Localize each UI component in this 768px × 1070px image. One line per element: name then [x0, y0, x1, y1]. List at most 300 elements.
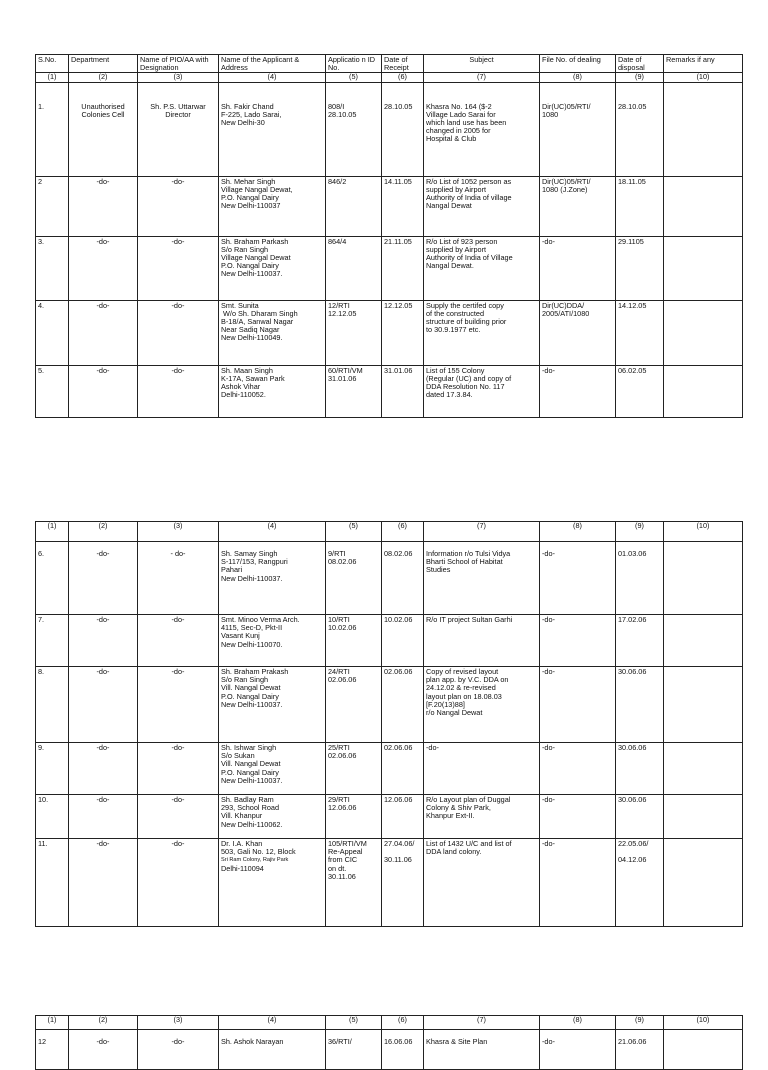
- cell-remarks: [664, 82, 743, 176]
- cell-file: [540, 615, 616, 667]
- cell-app-id: [326, 795, 382, 839]
- cell-dept: [69, 795, 138, 839]
- cell-file: [540, 795, 616, 839]
- cell-line: [666, 840, 740, 848]
- cell-line: 3.: [38, 236, 45, 246]
- cell-remarks: [664, 839, 743, 927]
- table-row: [36, 615, 743, 667]
- cell-app-id: [326, 176, 382, 236]
- cell-sno: [36, 667, 69, 743]
- cell-remarks: [664, 365, 743, 417]
- cell-line: Sri Ram Colony, Rajiv Park: [221, 857, 289, 864]
- cell-line: 08.02.06: [328, 557, 357, 567]
- cell-app-id: [326, 1030, 382, 1070]
- cell-line: [666, 744, 740, 752]
- cell-line: from CIC: [328, 855, 358, 865]
- cell-line: -do-: [96, 795, 110, 804]
- cell-line: Colonies Cell: [81, 109, 125, 119]
- cell-subject: [424, 365, 540, 417]
- cell-line: 18.11.05: [618, 176, 646, 186]
- cell-dept: [69, 839, 138, 927]
- cell-line: -do-: [542, 667, 555, 676]
- cell-line: 9.: [38, 743, 45, 752]
- cell-line: Copy of revised layout: [426, 667, 499, 676]
- cell-remarks: [664, 795, 743, 839]
- cell-line: -do-: [96, 365, 110, 375]
- cell-line: -do-: [542, 1037, 555, 1046]
- cell-pio: [138, 1030, 219, 1070]
- column-number: (6): [382, 1016, 424, 1030]
- cell-line: DDA Resolution No. 117: [426, 382, 505, 392]
- cell-line: S/o Sukan: [221, 751, 255, 761]
- cell-line: Dr. I.A. Khan: [221, 839, 263, 848]
- cell-applicant: [219, 236, 326, 300]
- cell-line: 10.02.06: [384, 615, 413, 624]
- cell-sno: [36, 300, 69, 365]
- column-number: (9): [616, 522, 664, 542]
- cell-line: 22.05.06/: [618, 839, 649, 848]
- column-number: (7): [424, 522, 540, 542]
- cell-file: [540, 82, 616, 176]
- cell-line: -do-: [542, 743, 555, 752]
- column-number: (9): [616, 73, 664, 82]
- cell-line: Sh. Ishwar Singh: [221, 743, 277, 752]
- cell-line: Information r/o Tulsi Vidya: [426, 549, 511, 558]
- cell-dept: [69, 743, 138, 795]
- cell-applicant: [219, 839, 326, 927]
- cell-line: Director: [165, 109, 191, 119]
- cell-disposal: [616, 839, 664, 927]
- cell-pio: [138, 839, 219, 927]
- cell-line: [666, 616, 740, 624]
- cell-file: [540, 1030, 616, 1070]
- cell-line: 28.10.05: [328, 109, 357, 119]
- cell-line: 2005/ATI/1080: [542, 308, 590, 318]
- cell-disposal: [616, 743, 664, 795]
- cell-line: 7.: [38, 615, 45, 624]
- cell-line: Bharti School of Habitat: [426, 557, 503, 567]
- cell-remarks: [664, 236, 743, 300]
- cell-line: supplied by Airport: [426, 184, 487, 194]
- column-number: (5): [326, 522, 382, 542]
- cell-line: 30.06.06: [618, 743, 647, 752]
- cell-line: Smt. Minoo Verma Arch.: [221, 615, 300, 624]
- cell-app-id: [326, 615, 382, 667]
- cell-line: Delhi-110052.: [221, 390, 266, 400]
- cell-line: Khasra & Site Plan: [426, 1037, 488, 1046]
- cell-line: -do-: [96, 839, 110, 848]
- cell-sno: [36, 82, 69, 176]
- table-row: [36, 82, 743, 176]
- cell-line: 293, School Road: [221, 803, 280, 813]
- column-number: (3): [138, 522, 219, 542]
- cell-line: changed in 2005 for: [426, 126, 491, 136]
- cell-line: Dir(UC)DDA/: [542, 300, 585, 310]
- table-row: [36, 839, 743, 927]
- cell-line: [666, 367, 740, 375]
- cell-line: B-18/A, Sanwal Nagar: [221, 317, 294, 327]
- cell-line: 12: [38, 1037, 47, 1046]
- cell-app-id: [326, 365, 382, 417]
- cell-line: 16.06.06: [384, 1037, 413, 1046]
- cell-line: 28.10.05: [384, 101, 413, 111]
- column-number: (5): [326, 1016, 382, 1030]
- cell-subject: [424, 176, 540, 236]
- cell-line: 10/RTI: [328, 615, 350, 624]
- cell-remarks: [664, 542, 743, 615]
- cell-line: P.O. Nangal Dairy: [221, 691, 279, 701]
- cell-app-id: [326, 300, 382, 365]
- cell-pio: [138, 82, 219, 176]
- cell-line: Sh. Braham Parkash: [221, 236, 289, 246]
- cell-sno: [36, 236, 69, 300]
- cell-remarks: [664, 300, 743, 365]
- cell-receipt: [382, 365, 424, 417]
- cell-line: List of 1432 U/C and list of: [426, 839, 512, 848]
- cell-line: 28.10.05: [618, 101, 647, 111]
- table-row: [36, 542, 743, 615]
- cell-receipt: [382, 300, 424, 365]
- cell-line: -do-: [96, 300, 110, 310]
- cell-line: of the constructed: [426, 308, 485, 318]
- cell-line: DDA land colony.: [426, 847, 482, 857]
- cell-applicant: [219, 542, 326, 615]
- cell-line: 808/I: [328, 101, 345, 111]
- cell-line: Village Nangal Dewat: [221, 253, 291, 263]
- cell-line: 12.06.06: [328, 803, 357, 813]
- cell-subject: [424, 839, 540, 927]
- cell-file: [540, 667, 616, 743]
- cell-disposal: [616, 667, 664, 743]
- cell-subject: [424, 795, 540, 839]
- cell-line: [F.20(13)88]: [426, 699, 465, 709]
- cell-applicant: [219, 743, 326, 795]
- cell-line: R/o List of 1052 person as: [426, 176, 512, 186]
- cell-applicant: [219, 365, 326, 417]
- cell-remarks: [664, 743, 743, 795]
- cell-line: Re-Appeal: [328, 847, 363, 857]
- cell-line: [666, 302, 740, 310]
- cell-line: R/o Layout plan of Duggal: [426, 795, 511, 804]
- cell-app-id: [326, 839, 382, 927]
- cell-line: 17.02.06: [618, 615, 647, 624]
- cell-sno: [36, 1030, 69, 1070]
- header-cell: Applicatio n ID No.: [326, 55, 382, 73]
- cell-dept: [69, 176, 138, 236]
- cell-line: [666, 668, 740, 676]
- cell-line: K-17A, Sawan Park: [221, 373, 285, 383]
- cell-line: -do-: [542, 236, 555, 246]
- column-number: (4): [219, 1016, 326, 1030]
- cell-line: 29.1105: [618, 236, 644, 246]
- cell-pio: [138, 365, 219, 417]
- header-cell: S.No.: [36, 55, 69, 73]
- cell-receipt: [382, 82, 424, 176]
- column-number: (4): [219, 73, 326, 82]
- cell-receipt: [382, 176, 424, 236]
- cell-line: [666, 178, 740, 186]
- cell-line: 14.12.05: [618, 300, 647, 310]
- cell-receipt: [382, 795, 424, 839]
- cell-receipt: [382, 615, 424, 667]
- column-number: (2): [69, 73, 138, 82]
- cell-line: Delhi-110094: [221, 863, 264, 873]
- cell-line: List of 155 Colony: [426, 365, 485, 375]
- cell-line: 31.01.06: [384, 365, 413, 375]
- cell-line: 1.: [38, 101, 45, 111]
- column-number: (10): [664, 73, 743, 82]
- table-body-2: [36, 542, 743, 927]
- cell-line: Nangal Dewat.: [426, 261, 474, 271]
- cell-line: 02.06.06: [384, 743, 413, 752]
- cell-subject: [424, 82, 540, 176]
- column-number: (8): [540, 522, 616, 542]
- cell-remarks: [664, 1030, 743, 1070]
- cell-line: Pahari: [221, 565, 243, 575]
- cell-line: -do-: [171, 839, 185, 848]
- table-row: [36, 365, 743, 417]
- cell-pio: [138, 667, 219, 743]
- cell-line: 1080: [542, 109, 559, 119]
- cell-line: 02.06.06: [328, 751, 357, 761]
- cell-disposal: [616, 1030, 664, 1070]
- column-number-row: [36, 73, 743, 82]
- cell-receipt: [382, 542, 424, 615]
- column-number: (10): [664, 1016, 743, 1030]
- cell-pio: [138, 795, 219, 839]
- cell-line: R/o IT project Sultan Garhi: [426, 615, 513, 624]
- cell-pio: [138, 236, 219, 300]
- cell-line: R/o List of 923 person: [426, 236, 498, 246]
- cell-line: structure of building prior: [426, 317, 507, 327]
- cell-line: New Delhi-110037.: [221, 699, 283, 709]
- cell-line: 4.: [38, 300, 45, 310]
- cell-line: Sh. Badlay Ram: [221, 795, 274, 804]
- cell-line: 9/RTI: [328, 549, 346, 558]
- cell-line: Sh. Mehar Singh: [221, 176, 276, 186]
- cell-dept: [69, 667, 138, 743]
- cell-pio: [138, 176, 219, 236]
- cell-line: 04.12.06: [618, 855, 647, 865]
- cell-line: -do-: [171, 236, 185, 246]
- column-number: (1): [36, 522, 69, 542]
- cell-line: [666, 103, 740, 111]
- cell-remarks: [664, 615, 743, 667]
- cell-file: [540, 300, 616, 365]
- cell-line: -do-: [171, 743, 185, 752]
- cell-line: Dir(UC)05/RTI/: [542, 101, 591, 111]
- cell-dept: [69, 542, 138, 615]
- cell-line: 846/2: [328, 176, 347, 186]
- cell-line: [666, 550, 740, 558]
- cell-line: F-225, Lado Sarai,: [221, 109, 282, 119]
- cell-subject: [424, 542, 540, 615]
- cell-line: Vasant Kunj: [221, 631, 260, 641]
- cell-line: -do-: [171, 176, 185, 186]
- cell-line: New Delhi-110062.: [221, 819, 283, 829]
- cell-line: Unauthorised: [81, 101, 125, 111]
- table-row: [36, 743, 743, 795]
- column-number: (1): [36, 1016, 69, 1030]
- cell-line: 31.01.06: [328, 373, 357, 383]
- cell-line: 36/RTI/: [328, 1037, 352, 1046]
- cell-line: Vill. Nangal Dewat: [221, 759, 281, 769]
- cell-file: [540, 365, 616, 417]
- cell-applicant: [219, 795, 326, 839]
- cell-line: P.O. Nangal Dairy: [221, 767, 279, 777]
- cell-line: Khanpur Ext-II.: [426, 811, 475, 821]
- cell-line: S/o Ran Singh: [221, 675, 269, 685]
- header-cell: Name of the Applicant & Address: [219, 55, 326, 73]
- cell-line: 864/4: [328, 236, 347, 246]
- cell-applicant: [219, 1030, 326, 1070]
- cell-line: 5.: [38, 365, 45, 375]
- cell-line: Ashok Vihar: [221, 382, 261, 392]
- cell-line: 06.02.05: [618, 365, 647, 375]
- table-row: [36, 236, 743, 300]
- cell-dept: [69, 300, 138, 365]
- cell-pio: [138, 615, 219, 667]
- cell-app-id: [326, 236, 382, 300]
- records-table-1: [35, 54, 743, 418]
- cell-disposal: [616, 615, 664, 667]
- cell-app-id: [326, 743, 382, 795]
- cell-line: Dir(UC)05/RTI/: [542, 176, 591, 186]
- table-row: [36, 1030, 743, 1070]
- column-number: (7): [424, 1016, 540, 1030]
- cell-dept: [69, 1030, 138, 1070]
- column-number: (8): [540, 1016, 616, 1030]
- cell-line: Supply the certifed copy: [426, 300, 504, 310]
- cell-line: 105/RTI/VM: [328, 839, 367, 848]
- cell-line: Sh. P.S. Uttarwar: [150, 101, 206, 111]
- cell-line: -do-: [96, 1037, 110, 1046]
- cell-line: Authority of India of village: [426, 193, 512, 203]
- cell-line: to 30.9.1977 etc.: [426, 325, 481, 335]
- cell-line: on dt.: [328, 863, 347, 873]
- cell-line: S/o Ran Singh: [221, 244, 269, 254]
- cell-line: New Delhi-110037.: [221, 573, 283, 583]
- cell-receipt: [382, 236, 424, 300]
- cell-line: 12/RTI: [328, 300, 350, 310]
- column-number-row: [36, 1016, 743, 1030]
- cell-line: 1080 (J.Zone): [542, 184, 588, 194]
- cell-line: -do-: [426, 743, 439, 752]
- column-number: (9): [616, 1016, 664, 1030]
- cell-line: 24/RTI: [328, 667, 350, 676]
- cell-file: [540, 542, 616, 615]
- column-number: (2): [69, 1016, 138, 1030]
- cell-line: -do-: [542, 795, 555, 804]
- cell-disposal: [616, 236, 664, 300]
- cell-line: 503, Gali No. 12, Block: [221, 847, 296, 857]
- column-number: (3): [138, 1016, 219, 1030]
- cell-file: [540, 236, 616, 300]
- column-number: (10): [664, 522, 743, 542]
- column-number: (1): [36, 73, 69, 82]
- cell-sno: [36, 542, 69, 615]
- cell-line: Khasra No. 164 ($-2: [426, 101, 492, 111]
- records-table-2: [35, 521, 743, 927]
- records-table-3: [35, 1015, 743, 1070]
- cell-subject: [424, 667, 540, 743]
- cell-file: [540, 839, 616, 927]
- cell-line: P.O. Nangal Dairy: [221, 193, 279, 203]
- cell-applicant: [219, 176, 326, 236]
- column-number: (5): [326, 73, 382, 82]
- table-row: [36, 300, 743, 365]
- cell-line: 14.11.05: [384, 176, 412, 186]
- cell-pio: [138, 743, 219, 795]
- cell-line: [666, 238, 740, 246]
- cell-line: Sh. Fakir Chand: [221, 101, 274, 111]
- cell-applicant: [219, 667, 326, 743]
- cell-line: New Delhi-110037.: [221, 269, 283, 279]
- column-number: (7): [424, 73, 540, 82]
- cell-line: 30.11.06: [328, 871, 356, 881]
- column-number: (2): [69, 522, 138, 542]
- cell-line: S-117/153, Rangpuri: [221, 557, 288, 567]
- cell-line: New Delhi-110037.: [221, 775, 283, 785]
- cell-line: 02.06.06: [384, 667, 413, 676]
- cell-remarks: [664, 667, 743, 743]
- cell-line: (Regular (UC) and copy of: [426, 373, 512, 383]
- cell-line: -do-: [171, 365, 185, 375]
- header-row: [36, 55, 743, 73]
- cell-disposal: [616, 795, 664, 839]
- cell-line: New Delhi-110037: [221, 201, 281, 211]
- cell-line: Village Nangal Dewat,: [221, 184, 293, 194]
- cell-pio: [138, 300, 219, 365]
- cell-remarks: [664, 176, 743, 236]
- cell-line: 24.12.02 & re-revised: [426, 683, 496, 693]
- cell-line: Vill. Nangal Dewat: [221, 683, 281, 693]
- cell-line: 29/RTI: [328, 795, 350, 804]
- header-cell: Date of disposal: [616, 55, 664, 73]
- cell-line: -do-: [542, 549, 555, 558]
- cell-applicant: [219, 615, 326, 667]
- cell-app-id: [326, 667, 382, 743]
- cell-line: 12.12.05: [384, 300, 413, 310]
- cell-line: r/o Nangal Dewat: [426, 708, 483, 718]
- cell-line: 01.03.06: [618, 549, 647, 558]
- table-body-1: [36, 82, 743, 417]
- cell-line: 21.11.05: [384, 236, 412, 246]
- cell-line: layout plan on 18.08.03: [426, 691, 502, 701]
- cell-sno: [36, 795, 69, 839]
- cell-line: Village Lado Sarai for: [426, 109, 496, 119]
- header-cell: Name of PIO/AA with Designation: [138, 55, 219, 73]
- cell-line: [666, 1038, 740, 1046]
- cell-line: - do-: [170, 549, 186, 558]
- cell-line: Near Sadiq Nagar: [221, 325, 280, 335]
- cell-disposal: [616, 300, 664, 365]
- cell-line: 27.04.06/: [384, 839, 415, 848]
- cell-line: 02.06.06: [328, 675, 357, 685]
- cell-disposal: [616, 542, 664, 615]
- cell-line: 08.02.06: [384, 549, 413, 558]
- cell-line: which land use has been: [426, 118, 507, 128]
- cell-disposal: [616, 82, 664, 176]
- cell-file: [540, 743, 616, 795]
- table-row: [36, 667, 743, 743]
- cell-sno: [36, 743, 69, 795]
- cell-line: Sh. Samay Singh: [221, 549, 278, 558]
- cell-sno: [36, 615, 69, 667]
- cell-line: -do-: [171, 1037, 185, 1046]
- cell-sno: [36, 365, 69, 417]
- cell-line: 12.06.06: [384, 795, 413, 804]
